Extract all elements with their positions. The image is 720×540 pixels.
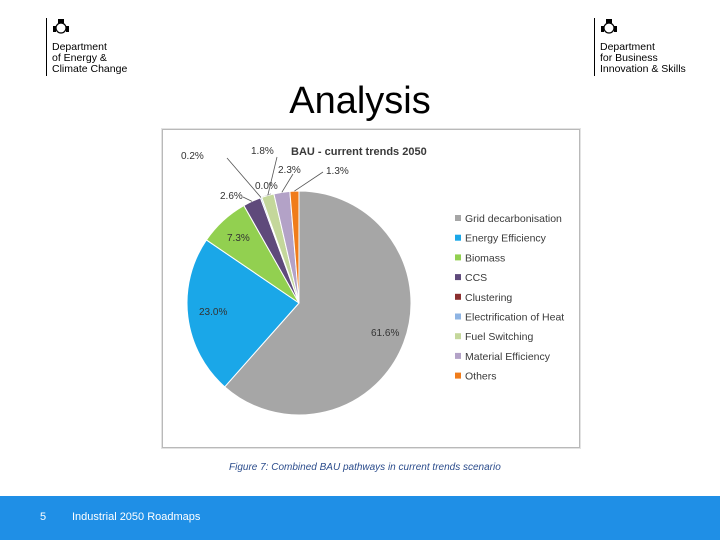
logo-left-line-2: of Energy &: [52, 52, 107, 64]
legend-swatch: [455, 235, 461, 241]
data-label: 2.6%: [220, 191, 243, 202]
logo-divider: [46, 18, 47, 76]
data-label: 61.6%: [371, 328, 400, 339]
logo-divider: [594, 18, 595, 76]
chart-title: BAU - current trends 2050: [291, 146, 427, 158]
legend-label: Biomass: [465, 252, 506, 265]
data-label: 0.2%: [181, 151, 204, 162]
legend-swatch: [455, 314, 461, 320]
data-label: 1.3%: [326, 166, 349, 177]
logo-right-line-3: Innovation & Skills: [600, 63, 686, 75]
data-label: 2.3%: [278, 165, 301, 176]
legend-swatch: [455, 353, 461, 359]
legend-swatch: [455, 215, 461, 221]
data-label: 23.0%: [199, 307, 228, 318]
slide-title: Analysis: [289, 80, 431, 122]
legend-label: Others: [465, 370, 497, 383]
logo-right-line-2: for Business: [600, 52, 658, 64]
data-label: 0.0%: [255, 181, 278, 192]
bis-logo: [594, 18, 704, 80]
footer-title: Industrial 2050 Roadmaps: [72, 511, 201, 523]
page-number: 5: [40, 511, 47, 523]
data-label: 7.3%: [227, 233, 250, 244]
decc-logo: [46, 18, 136, 80]
data-label: 1.8%: [251, 146, 274, 157]
leader-line: [282, 174, 293, 192]
legend-label: Clustering: [465, 291, 513, 304]
logo-left-line-1: Department: [52, 41, 107, 53]
royal-crest-icon: [52, 18, 70, 36]
logo-right-line-1: Department: [600, 41, 655, 53]
legend-swatch: [455, 254, 461, 260]
legend-swatch: [455, 373, 461, 379]
pie-chart-figure: [162, 129, 580, 448]
royal-crest-icon: [600, 18, 618, 36]
legend-swatch: [455, 274, 461, 280]
leader-line: [243, 197, 252, 201]
footer-bar: [0, 496, 720, 540]
legend-label: Energy Efficiency: [465, 232, 546, 245]
pie-chart: [163, 130, 579, 447]
legend-label: CCS: [465, 272, 488, 285]
legend-label: Material Efficiency: [465, 350, 551, 363]
logo-left-line-3: Climate Change: [52, 63, 128, 75]
legend-label: Electrification of Heat: [465, 311, 565, 324]
legend-swatch: [455, 294, 461, 300]
legend-label: Fuel Switching: [465, 331, 534, 344]
legend-label: Grid decarbonisation: [465, 213, 562, 225]
legend-swatch: [455, 333, 461, 339]
figure-caption: Figure 7: Combined BAU pathways in current trends scenario: [229, 462, 501, 473]
